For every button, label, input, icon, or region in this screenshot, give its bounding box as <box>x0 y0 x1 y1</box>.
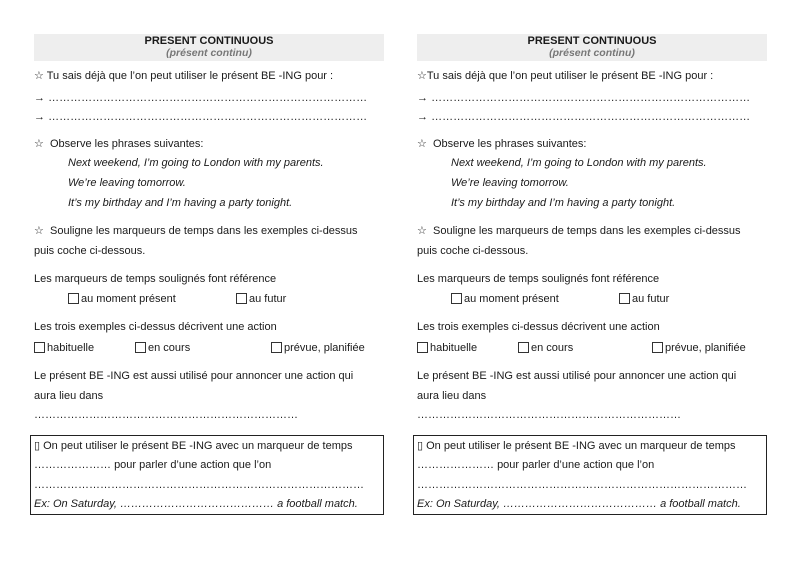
also-used-text: Le présent BE -ING est aussi utilisé pour annoncer une action qui <box>417 370 737 382</box>
checkbox-option[interactable] <box>652 341 746 355</box>
also-used-blank[interactable]: ……………………………………………………………… <box>34 409 298 421</box>
option-label: en cours <box>531 342 574 354</box>
star-icon: ☆ <box>417 70 427 82</box>
option-label: au futur <box>632 293 670 305</box>
observe-text: Observe les phrases suivantes: <box>50 138 204 150</box>
box-icon: ▯ <box>34 440 41 452</box>
option-label: au moment présent <box>464 293 559 305</box>
box-blank-long[interactable]: ……………………………………………………………………………… <box>34 479 364 491</box>
checkbox[interactable] <box>417 342 428 353</box>
checkbox-option[interactable] <box>34 341 94 355</box>
example-end: a football match. <box>277 498 358 510</box>
observe-text: Observe les phrases suivantes: <box>433 138 587 150</box>
intro-text: Tu sais déjà que l’on peut utiliser le présent BE -ING pour : <box>426 70 714 82</box>
example-blank[interactable]: …………………………………… <box>120 498 275 510</box>
reference-question: Les marqueurs de temps soulignés font référence <box>417 273 660 285</box>
option-label: au futur <box>249 293 287 305</box>
instruction-text: Souligne les marqueurs de temps dans les exemples ci-dessus <box>433 225 741 237</box>
checkbox[interactable] <box>236 293 247 304</box>
star-icon: ☆ <box>417 138 427 150</box>
box-blank[interactable]: ………………… <box>34 459 111 471</box>
example-sentence: Next weekend, I’m going to London with my parents. <box>68 157 324 169</box>
answer-line[interactable] <box>34 110 367 124</box>
checkbox-option[interactable] <box>271 341 365 355</box>
answer-blank[interactable]: …………………………………………………………………………… <box>431 92 751 104</box>
example-end: a football match. <box>660 498 741 510</box>
option-label: en cours <box>148 342 191 354</box>
checkbox[interactable] <box>271 342 282 353</box>
underline-instruction <box>417 224 741 238</box>
example-sentence: It’s my birthday and I’m having a party tonight. <box>68 197 293 209</box>
checkbox-option[interactable] <box>619 292 669 306</box>
box-text: On peut utiliser le présent BE -ING avec un marqueur de temps <box>43 440 353 452</box>
box-text: pour parler d’une action que l’on <box>497 459 655 471</box>
answer-line[interactable] <box>417 110 750 124</box>
worksheet-title: PRESENT CONTINUOUS <box>144 35 274 47</box>
underline-instruction <box>34 224 358 238</box>
worksheet-title: PRESENT CONTINUOUS <box>527 35 657 47</box>
rule-box <box>30 435 384 515</box>
title-bar <box>417 34 767 61</box>
also-used-text-2: aura lieu dans <box>417 390 487 402</box>
observe-heading <box>417 137 586 151</box>
checkbox-option[interactable] <box>135 341 190 355</box>
action-question: Les trois exemples ci-dessus décrivent une action <box>417 321 660 333</box>
observe-heading <box>34 137 203 151</box>
worksheet-subtitle: (présent continu) <box>166 47 252 59</box>
checkbox[interactable] <box>451 293 462 304</box>
checkbox[interactable] <box>518 342 529 353</box>
rule-box <box>413 435 767 515</box>
checkbox-option[interactable] <box>518 341 573 355</box>
star-icon: ☆ <box>417 225 427 237</box>
example-start: Ex: On Saturday, <box>34 498 117 510</box>
action-question: Les trois exemples ci-dessus décrivent une action <box>34 321 277 333</box>
checkbox-option[interactable] <box>68 292 176 306</box>
intro-line <box>417 69 713 83</box>
example-sentence: We’re leaving tomorrow. <box>68 177 186 189</box>
checkbox[interactable] <box>652 342 663 353</box>
underline-instruction-2: puis coche ci-dessous. <box>34 245 146 257</box>
example-sentence: Next weekend, I’m going to London with my parents. <box>451 157 707 169</box>
intro-text: Tu sais déjà que l’on peut utiliser le présent BE -ING pour : <box>46 70 334 82</box>
answer-blank[interactable]: …………………………………………………………………………… <box>431 111 751 123</box>
option-label: au moment présent <box>81 293 176 305</box>
checkbox-option[interactable] <box>417 341 477 355</box>
worksheet-right <box>417 34 767 510</box>
arrow-icon: → <box>34 92 45 104</box>
box-blank-long[interactable]: ……………………………………………………………………………… <box>417 479 747 491</box>
option-label: habituelle <box>47 342 95 354</box>
box-line <box>34 439 353 453</box>
option-label: habituelle <box>430 342 478 354</box>
box-blank[interactable]: ………………… <box>417 459 494 471</box>
worksheet-subtitle: (présent continu) <box>549 47 635 59</box>
star-icon: ☆ <box>34 70 44 82</box>
box-line <box>417 458 654 472</box>
example-start: Ex: On Saturday, <box>417 498 500 510</box>
arrow-icon: → <box>34 111 45 123</box>
title-bar <box>34 34 384 61</box>
instruction-text: Souligne les marqueurs de temps dans les exemples ci-dessus <box>50 225 358 237</box>
checkbox[interactable] <box>619 293 630 304</box>
answer-line[interactable] <box>417 91 750 105</box>
example-blank[interactable]: …………………………………… <box>503 498 658 510</box>
box-icon: ▯ <box>417 440 424 452</box>
example-sentence: It’s my birthday and I’m having a party tonight. <box>451 197 676 209</box>
box-text: pour parler d’une action que l’on <box>114 459 272 471</box>
intro-line <box>34 69 333 83</box>
box-example <box>34 497 358 511</box>
star-icon: ☆ <box>34 225 44 237</box>
checkbox[interactable] <box>135 342 146 353</box>
arrow-icon: → <box>417 111 428 123</box>
answer-line[interactable] <box>34 91 367 105</box>
option-label: prévue, planifiée <box>284 342 365 354</box>
star-icon: ☆ <box>34 138 44 150</box>
answer-blank[interactable]: …………………………………………………………………………… <box>48 92 368 104</box>
box-text: On peut utiliser le présent BE -ING avec un marqueur de temps <box>426 440 736 452</box>
box-example <box>417 497 741 511</box>
reference-question: Les marqueurs de temps soulignés font référence <box>34 273 277 285</box>
also-used-text-2: aura lieu dans <box>34 390 104 402</box>
checkbox[interactable] <box>68 293 79 304</box>
checkbox-option[interactable] <box>236 292 286 306</box>
box-line <box>417 439 736 453</box>
option-label: prévue, planifiée <box>665 342 746 354</box>
checkbox-option[interactable] <box>451 292 559 306</box>
worksheet-left <box>34 34 384 510</box>
also-used-text: Le présent BE -ING est aussi utilisé pour annoncer une action qui <box>34 370 354 382</box>
box-line <box>34 458 271 472</box>
answer-blank[interactable]: …………………………………………………………………………… <box>48 111 368 123</box>
underline-instruction-2: puis coche ci-dessous. <box>417 245 529 257</box>
arrow-icon: → <box>417 92 428 104</box>
checkbox[interactable] <box>34 342 45 353</box>
also-used-blank[interactable]: ……………………………………………………………… <box>417 409 681 421</box>
example-sentence: We’re leaving tomorrow. <box>451 177 569 189</box>
